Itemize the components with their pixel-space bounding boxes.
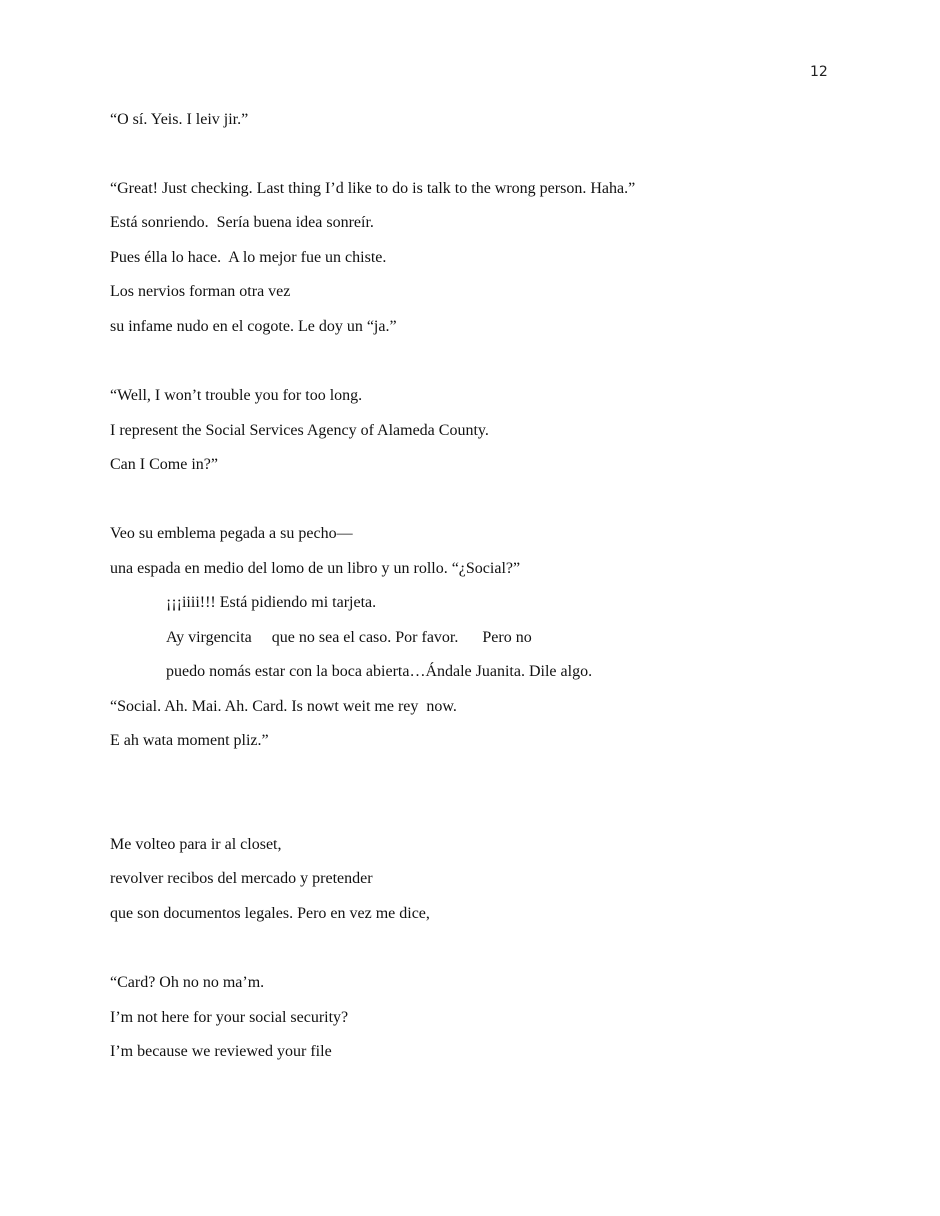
text-line: E ah wata moment pliz.” <box>110 732 269 749</box>
text-line: su infame nudo en el cogote. Le doy un “ja.” <box>110 318 397 335</box>
text-line: “Great! Just checking. Last thing I’d like to do is talk to the wrong person. Haha.” <box>110 180 636 197</box>
text-line: I’m because we reviewed your file <box>110 1043 332 1060</box>
text-line: I represent the Social Services Agency of Alameda County. <box>110 422 489 439</box>
text-line: “O sí. Yeis. I leiv jir.” <box>110 111 249 128</box>
text-line: Ay virgencita que no sea el caso. Por favor. Pero no <box>166 629 532 646</box>
text-line: una espada en medio del lomo de un libro y un rollo. “¿Social?” <box>110 560 521 577</box>
text-line: que son documentos legales. Pero en vez me dice, <box>110 905 430 922</box>
text-line: “Well, I won’t trouble you for too long. <box>110 387 363 404</box>
text-line: Los nervios forman otra vez <box>110 283 291 300</box>
text-line: Está sonriendo. Sería buena idea sonreír. <box>110 214 374 231</box>
text-line: puedo nomás estar con la boca abierta…Ándale Juanita. Dile algo. <box>166 663 593 680</box>
text-line: Can I Come in?” <box>110 456 218 473</box>
text-line: revolver recibos del mercado y pretender <box>110 870 373 887</box>
text-line: “Card? Oh no no ma’m. <box>110 974 265 991</box>
text-line: Me volteo para ir al closet, <box>110 836 282 853</box>
page-number: 12 <box>810 64 828 80</box>
text-line: ¡¡¡iiii!!! Está pidiendo mi tarjeta. <box>166 594 377 611</box>
text-line: I’m not here for your social security? <box>110 1009 349 1026</box>
text-line: Veo su emblema pegada a su pecho— <box>110 525 353 542</box>
text-line: Pues élla lo hace. A lo mejor fue un chiste. <box>110 249 387 266</box>
text-line: “Social. Ah. Mai. Ah. Card. Is nowt weit me rey now. <box>110 698 457 715</box>
